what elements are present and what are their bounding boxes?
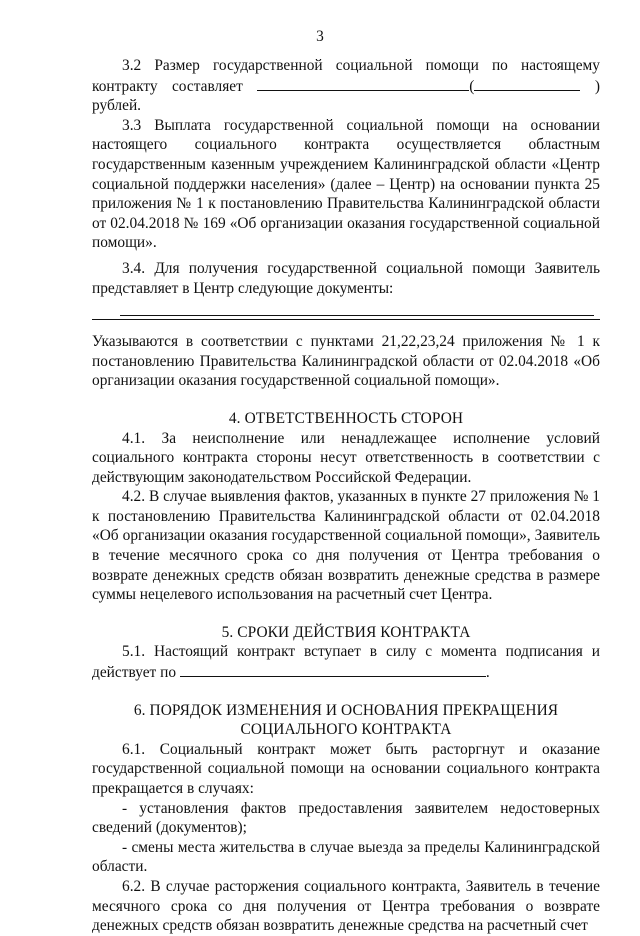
section-6-heading-line-1: 6. ПОРЯДОК ИЗМЕНЕНИЯ И ОСНОВАНИЯ ПРЕКРАЩЕНИЯ — [133, 701, 559, 719]
paren-open: ( — [469, 77, 475, 95]
clause-6-1: 6.1. Социальный контракт может быть расторгнут и оказание государственной социальной помощи на основании социального контракта прекращается в случаях: — [92, 740, 600, 797]
section-5-heading: 5. СРОКИ ДЕЙСТВИЯ КОНТРАКТА — [221, 623, 471, 641]
clause-3-3: 3.3 Выплата государственной социальной помощи на основании настоящего социального контракта осуществляется областным государственным казенным учреждением Калининградской области «Центр социальной поддержки населения» (далее – Центр) на основании пункта 25 приложения № 1 к постановлению Правительства Калининградской области от 02.04.2018 № 169 «Об организации оказания государственной социальной помощи». — [92, 116, 600, 252]
section-6-heading-line-2: СОЦИАЛЬНОГО КОНТРАКТА — [240, 721, 452, 739]
clause-5-1-text: 5.1. Настоящий контракт вступает в силу с момента подписания и действует по — [92, 643, 600, 682]
clause-3-2-text: 3.2 Размер государственной социальной помощи по настоящему контракту составляет — [92, 57, 600, 95]
rubles-label: рублей. — [92, 97, 142, 115]
clause-5-1 — [92, 642, 600, 682]
documents-line-1 — [120, 315, 594, 316]
amount-blank — [257, 76, 469, 91]
clause-5-1-end: . — [485, 664, 490, 682]
page-number: 3 — [316, 28, 324, 45]
footnote: Указываются в соответствии с пунктами 21,22,23,24 приложения № 1 к постановлению Правительства Калининградской области от 02.04.2018 «Об организации оказания государственной социальной помощи». — [92, 333, 600, 390]
clause-6-1-item-1: - установления фактов предоставления заявителем недостоверных сведений (документов); — [92, 799, 600, 837]
date-blank — [180, 662, 486, 677]
amount-words-blank — [474, 76, 580, 91]
clause-4-2: 4.2. В случае выявления фактов, указанных в пункте 27 приложения № 1 к постановлению Правительства Калининградской области от 02.04.2018 «Об организации оказания государственной социальной помощи», Заявитель в течение месячного срока со дня получения от Центра требования о возврате денежных средств обязан возвратить денежные средства в размере суммы нецелевого использования на расчетный счет Центра. — [92, 488, 600, 604]
clause-4-1: 4.1. За неисполнение или ненадлежащее исполнение условий социального контракта стороны несут ответственность в соответствии с действующим законодательством Российской Федерации. — [92, 429, 600, 486]
paren-close: ) — [594, 77, 600, 95]
document-body — [92, 56, 600, 936]
section-4-heading: 4. ОТВЕТСТВЕННОСТЬ СТОРОН — [228, 409, 464, 427]
clause-6-2: 6.2. В случае расторжения социального контракта, Заявитель в течение месячного срока со дня получения от Центра требования о возврате денежных средств обязан возвратить денежные средства на расчетный счет — [92, 877, 600, 935]
documents-line-2 — [92, 319, 600, 320]
clause-3-2 — [92, 56, 600, 116]
clause-6-1-item-2: - смены места жительства в случае выезда за пределы Калининградской области. — [92, 838, 600, 876]
clause-3-4: 3.4. Для получения государственной социальной помощи Заявитель представляет в Центр следующие документы: — [92, 259, 600, 297]
